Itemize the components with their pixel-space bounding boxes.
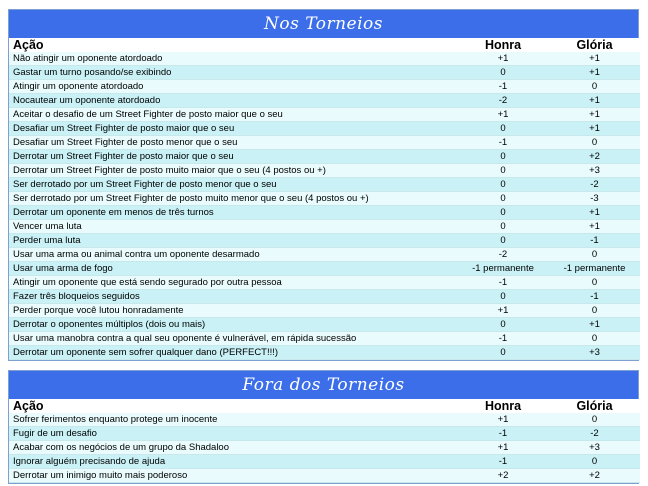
glory-cell: +3 bbox=[549, 441, 640, 455]
table-row bbox=[9, 220, 640, 234]
action-cell: Derrotar o oponentes múltiplos (dois ou mais) bbox=[9, 318, 457, 332]
honor-cell: 0 bbox=[457, 150, 549, 164]
honor-cell: -1 bbox=[457, 136, 549, 150]
table-row bbox=[9, 234, 640, 248]
honor-cell: +1 bbox=[457, 413, 549, 427]
glory-cell: +1 bbox=[549, 122, 640, 136]
table-row bbox=[9, 164, 640, 178]
outside-tournament-panel bbox=[8, 370, 639, 484]
action-cell: Desafiar um Street Fighter de posto menor que o seu bbox=[9, 136, 457, 150]
honor-cell: +1 bbox=[457, 304, 549, 318]
honor-cell: +1 bbox=[457, 441, 549, 455]
glory-cell: +1 bbox=[549, 206, 640, 220]
action-cell: Nocautear um oponente atordoado bbox=[9, 94, 457, 108]
table-row bbox=[9, 469, 640, 483]
action-cell: Perder uma luta bbox=[9, 234, 457, 248]
glory-cell: +1 bbox=[549, 220, 640, 234]
outside-tournament-table bbox=[9, 399, 640, 483]
glory-cell: -1 bbox=[549, 290, 640, 304]
table-row bbox=[9, 455, 640, 469]
honor-cell: 0 bbox=[457, 164, 549, 178]
glory-cell: -1 bbox=[549, 234, 640, 248]
glory-cell: +3 bbox=[549, 164, 640, 178]
header-glory: Glória bbox=[549, 38, 640, 52]
action-cell: Acabar com os negócios de um grupo da Shadaloo bbox=[9, 441, 457, 455]
action-cell: Desafiar um Street Fighter de posto maior que o seu bbox=[9, 122, 457, 136]
table-row bbox=[9, 206, 640, 220]
table-row bbox=[9, 290, 640, 304]
glory-cell: 0 bbox=[549, 332, 640, 346]
action-cell: Não atingir um oponente atordoado bbox=[9, 52, 457, 66]
table-row bbox=[9, 150, 640, 164]
header-action: Ação bbox=[9, 38, 457, 52]
action-cell: Sofrer ferimentos enquanto protege um inocente bbox=[9, 413, 457, 427]
tournament-table bbox=[9, 38, 640, 360]
action-cell: Ignorar alguém precisando de ajuda bbox=[9, 455, 457, 469]
glory-cell: +1 bbox=[549, 318, 640, 332]
honor-cell: -1 bbox=[457, 80, 549, 94]
glory-cell: -3 bbox=[549, 192, 640, 206]
table-row bbox=[9, 304, 640, 318]
table-row bbox=[9, 332, 640, 346]
glory-cell: +1 bbox=[549, 94, 640, 108]
tournament-panel bbox=[8, 9, 639, 361]
action-cell: Vencer uma luta bbox=[9, 220, 457, 234]
honor-cell: 0 bbox=[457, 66, 549, 80]
header-honor: Honra bbox=[457, 38, 549, 52]
glory-cell: 0 bbox=[549, 80, 640, 94]
honor-cell: 0 bbox=[457, 290, 549, 304]
honor-cell: +2 bbox=[457, 469, 549, 483]
table-row bbox=[9, 192, 640, 206]
table-row bbox=[9, 108, 640, 122]
honor-cell: -1 bbox=[457, 427, 549, 441]
table-row bbox=[9, 346, 640, 360]
glory-cell: +3 bbox=[549, 346, 640, 360]
glory-cell: +1 bbox=[549, 108, 640, 122]
honor-cell: 0 bbox=[457, 220, 549, 234]
glory-cell: +1 bbox=[549, 66, 640, 80]
glory-cell: 0 bbox=[549, 276, 640, 290]
header-honor: Honra bbox=[457, 399, 549, 413]
action-cell: Ser derrotado por um Street Fighter de posto menor que o seu bbox=[9, 178, 457, 192]
honor-cell: 0 bbox=[457, 206, 549, 220]
glory-cell: -1 permanente bbox=[549, 262, 640, 276]
action-cell: Fugir de um desafio bbox=[9, 427, 457, 441]
glory-cell: 0 bbox=[549, 413, 640, 427]
table-row bbox=[9, 248, 640, 262]
header-row bbox=[9, 399, 640, 413]
table-row bbox=[9, 136, 640, 150]
honor-cell: 0 bbox=[457, 318, 549, 332]
honor-cell: -1 permanente bbox=[457, 262, 549, 276]
table-row bbox=[9, 441, 640, 455]
table-row bbox=[9, 262, 640, 276]
glory-cell: 0 bbox=[549, 455, 640, 469]
glory-cell: +1 bbox=[549, 52, 640, 66]
glory-cell: -2 bbox=[549, 427, 640, 441]
action-cell: Fazer três bloqueios seguidos bbox=[9, 290, 457, 304]
glory-cell: +2 bbox=[549, 469, 640, 483]
action-cell: Usar uma manobra contra a qual seu oponente é vulnerável, em rápida sucessão bbox=[9, 332, 457, 346]
action-cell: Ser derrotado por um Street Fighter de posto muito menor que o seu (4 postos ou +) bbox=[9, 192, 457, 206]
action-cell: Usar uma arma ou animal contra um oponente desarmado bbox=[9, 248, 457, 262]
honor-cell: +1 bbox=[457, 108, 549, 122]
section-title: Fora dos Torneios bbox=[9, 371, 638, 399]
table-row bbox=[9, 427, 640, 441]
table-row bbox=[9, 413, 640, 427]
header-glory: Glória bbox=[549, 399, 640, 413]
honor-cell: -2 bbox=[457, 94, 549, 108]
action-cell: Gastar um turno posando/se exibindo bbox=[9, 66, 457, 80]
header-action: Ação bbox=[9, 399, 457, 413]
action-cell: Atingir um oponente atordoado bbox=[9, 80, 457, 94]
honor-cell: -1 bbox=[457, 332, 549, 346]
honor-cell: 0 bbox=[457, 178, 549, 192]
table-row bbox=[9, 80, 640, 94]
honor-cell: -1 bbox=[457, 276, 549, 290]
table-row bbox=[9, 52, 640, 66]
honor-cell: +1 bbox=[457, 52, 549, 66]
action-cell: Aceitar o desafio de um Street Fighter de posto maior que o seu bbox=[9, 108, 457, 122]
section-title: Nos Torneios bbox=[9, 10, 638, 38]
glory-cell: +2 bbox=[549, 150, 640, 164]
action-cell: Derrotar um Street Fighter de posto muito maior que o seu (4 postos ou +) bbox=[9, 164, 457, 178]
action-cell: Usar uma arma de fogo bbox=[9, 262, 457, 276]
honor-cell: -2 bbox=[457, 248, 549, 262]
action-cell: Perder porque você lutou honradamente bbox=[9, 304, 457, 318]
honor-cell: 0 bbox=[457, 346, 549, 360]
honor-cell: 0 bbox=[457, 192, 549, 206]
glory-cell: 0 bbox=[549, 304, 640, 318]
table-row bbox=[9, 276, 640, 290]
action-cell: Derrotar um oponente em menos de três turnos bbox=[9, 206, 457, 220]
table-row bbox=[9, 318, 640, 332]
table-row bbox=[9, 178, 640, 192]
honor-cell: 0 bbox=[457, 122, 549, 136]
action-cell: Atingir um oponente que está sendo segurado por outra pessoa bbox=[9, 276, 457, 290]
action-cell: Derrotar um inimigo muito mais poderoso bbox=[9, 469, 457, 483]
table-row bbox=[9, 94, 640, 108]
glory-cell: 0 bbox=[549, 248, 640, 262]
action-cell: Derrotar um Street Fighter de posto maior que o seu bbox=[9, 150, 457, 164]
glory-cell: 0 bbox=[549, 136, 640, 150]
glory-cell: -2 bbox=[549, 178, 640, 192]
table-row bbox=[9, 66, 640, 80]
table-row bbox=[9, 122, 640, 136]
header-row bbox=[9, 38, 640, 52]
honor-cell: -1 bbox=[457, 455, 549, 469]
honor-cell: 0 bbox=[457, 234, 549, 248]
action-cell: Derrotar um oponente sem sofrer qualquer dano (PERFECT!!!) bbox=[9, 346, 457, 360]
